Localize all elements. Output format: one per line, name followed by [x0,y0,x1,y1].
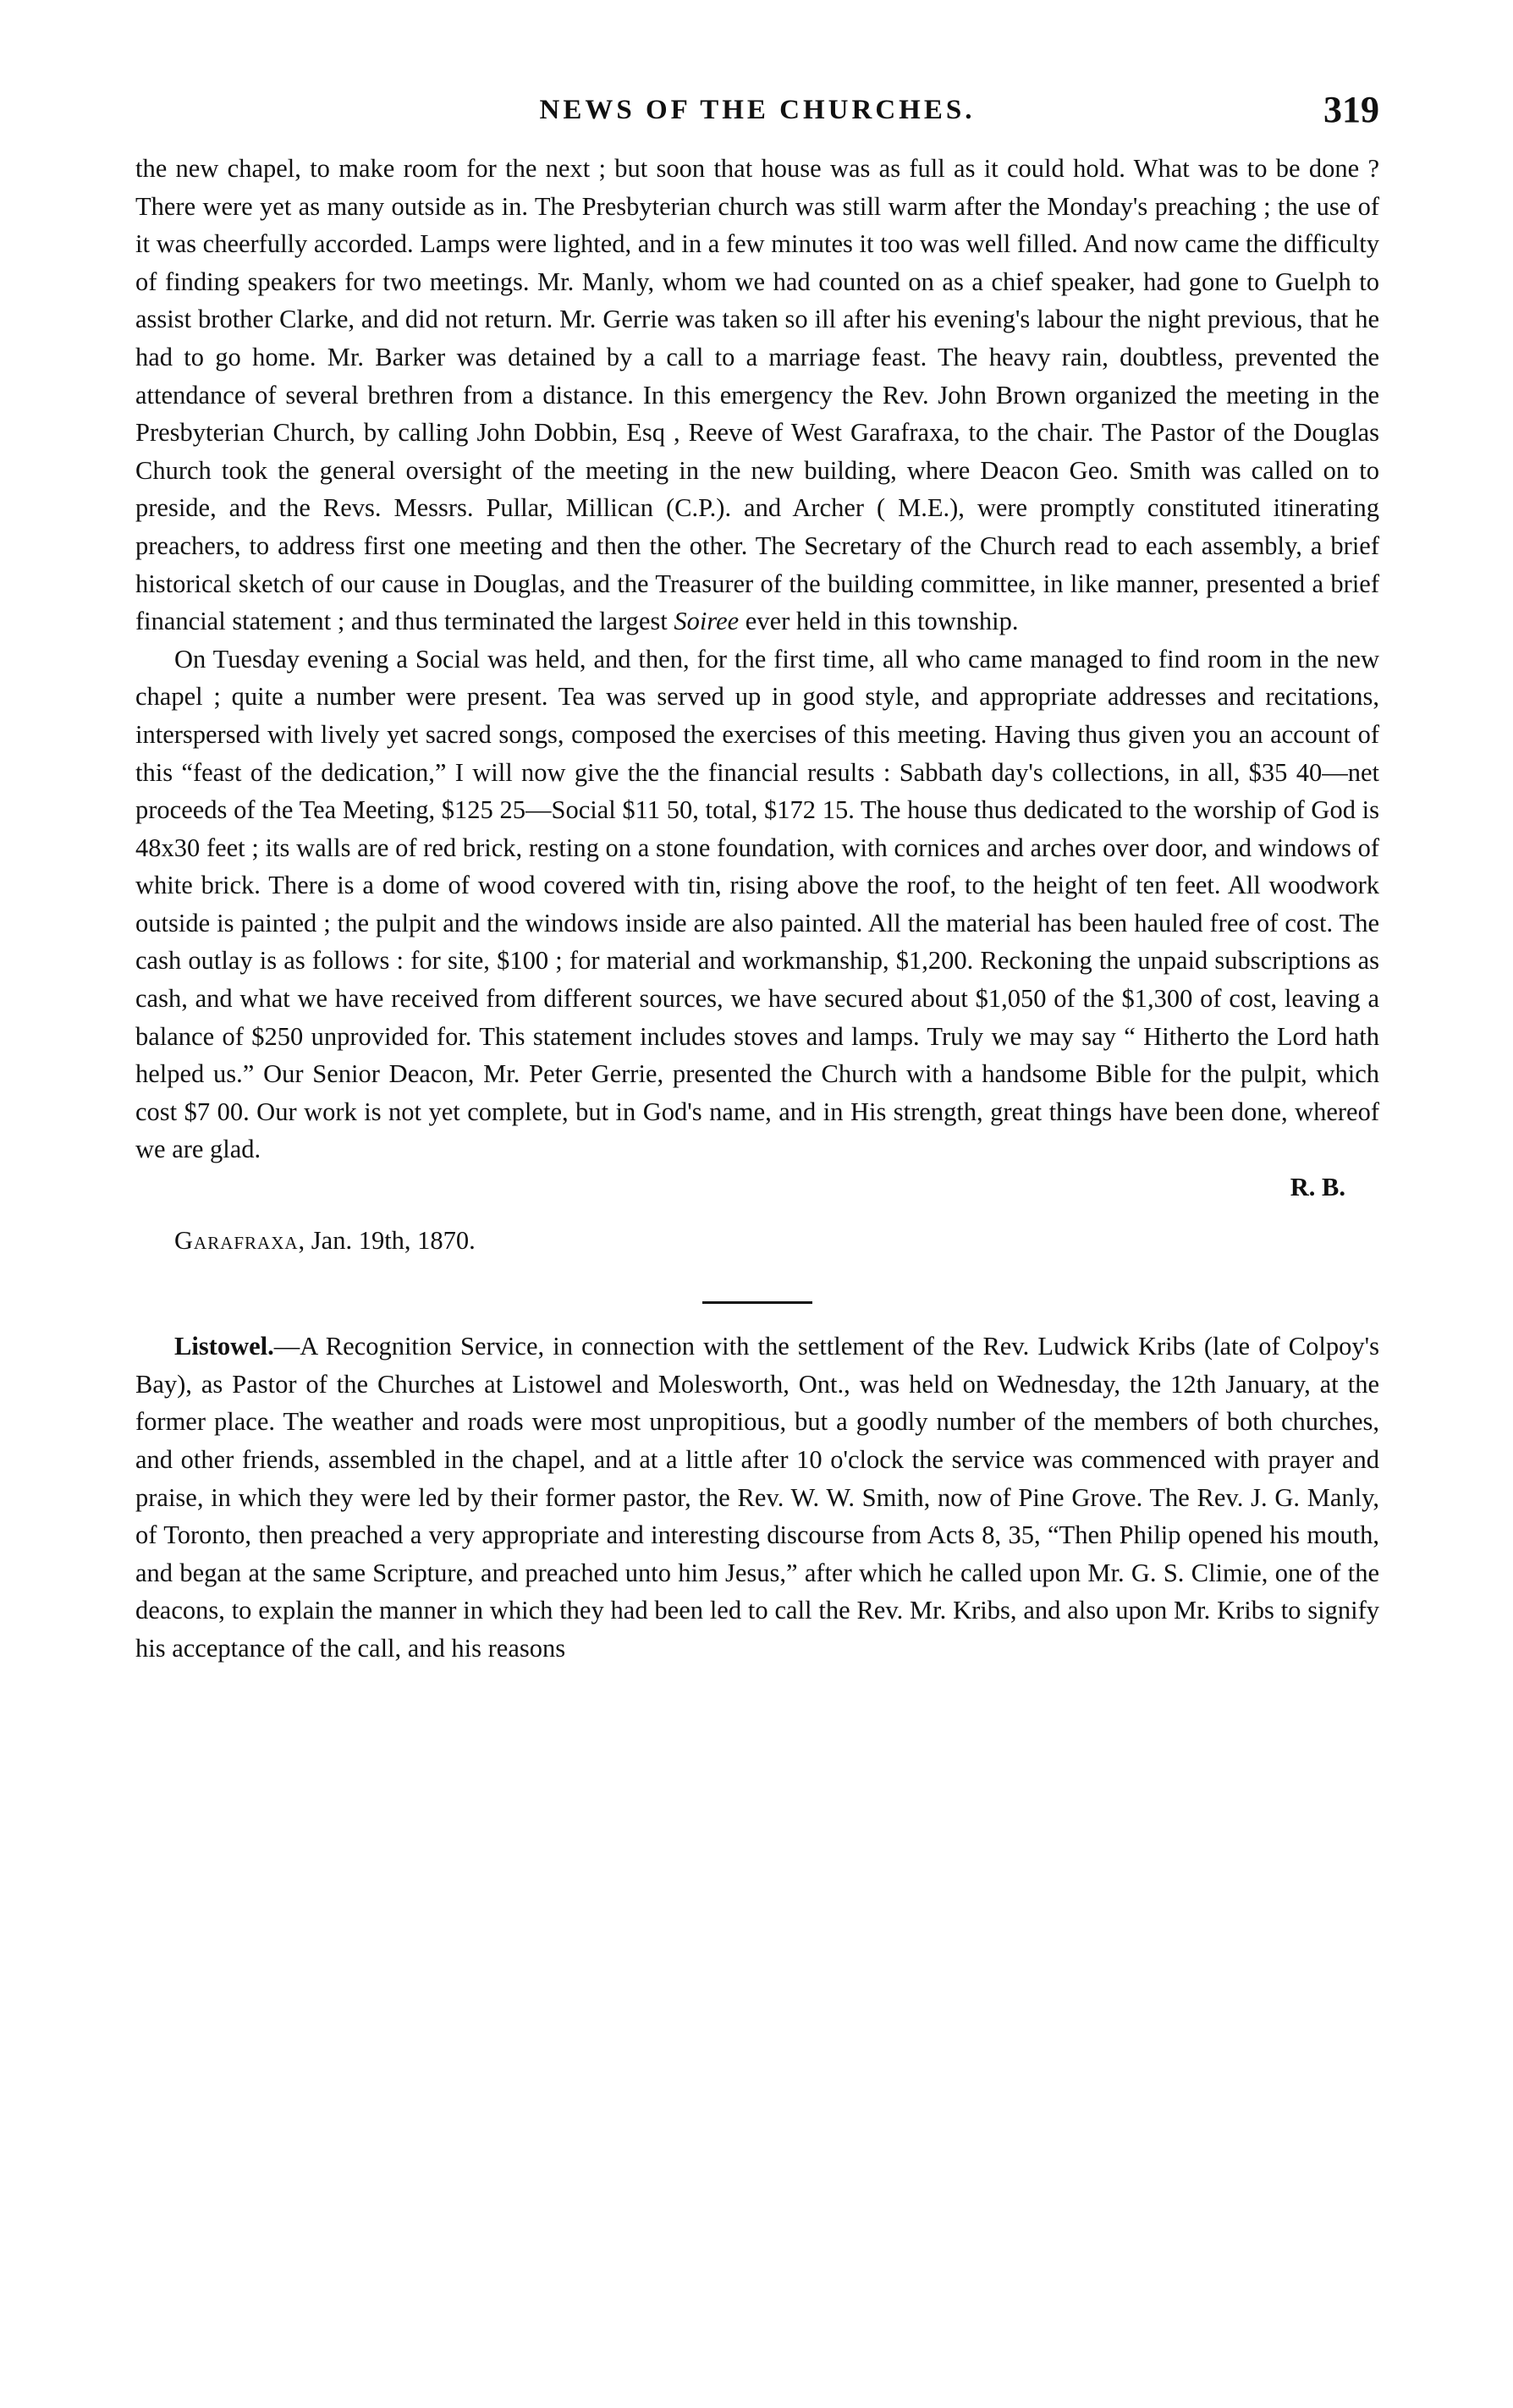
italic-word: Soiree [674,607,740,636]
section-divider [702,1301,812,1304]
run-in-heading: Listowel. [174,1332,274,1361]
article-paragraph [135,1328,1379,1667]
paragraph-text: —A Recognition Service, in connection with the settlement of the Rev. Ludwick Kribs (late of Colpoy's Bay), as Pastor of the Churches at Listowel and Molesworth, Ont., was held on Wednesday, the 12th January, at the former place. The weather and roads were most unpropitious, but a goodly number of the members of both churches, and other friends, assembled in the chapel, and at a little after 10 o'clock the service was commenced with prayer and praise, in which they were led by their former pastor, the Rev. W. W. Smith, now of Pine Grove. The Rev. J. G. Manly, of Toronto, then preached a very appropriate and interesting discourse from Acts 8, 35, “Then Philip opened his mouth, and began at the same Scripture, and preached unto him Jesus,” after which he called upon Mr. G. S. Climie, one of the deacons, to explain the manner in which they had been led to call the Rev. Mr. Kribs, and also upon Mr. Kribs to signify his acceptance of the call, and his reasons [135,1332,1379,1663]
page-number: 319 [1323,89,1379,130]
running-header [135,80,1379,140]
article-douglas-dedication [135,150,1379,1259]
article-paragraph: On Tuesday evening a Social was held, and then, for the first time, all who came managed to find room in the new chapel ; quite a number were present. Tea was served up in good style, and appropriate addresses and recitations, interspersed with lively yet sacred songs, composed the exercises of this meeting. Having thus given you an account of this “feast of the dedication,” I will now give the the financial results : Sabbath day's collections, in all, $35 40—net proceeds of the Tea Meeting, $125 25—Social $11 50, total, $172 15. The house thus dedicated to the worship of God is 48x30 feet ; its walls are of red brick, resting on a stone foundation, with cornices and arches over door, and windows of white brick. There is a dome of wood covered with tin, rising above the roof, to the height of ten feet. All woodwork outside is painted ; the pulpit and the windows inside are also painted. All the material has been hauled free of cost. The cash outlay is as follows : for site, $100 ; for material and workmanship, $1,200. Reckoning the unpaid subscriptions as cash, and what we have received from different sources, we have secured about $1,050 of the $1,300 of cost, leaving a balance of $250 unprovided for. This statement includes stoves and lamps. Truly we may say “ Hitherto the Lord hath helped us.” Our Senior Deacon, Mr. Peter Gerrie, presented the Church with a handsome Bible for the pulpit, which cost $7 00. Our work is not yet complete, but in God's name, and in His strength, great things have been done, whereof we are glad. [135,644,1379,1164]
running-title: NEWS OF THE CHURCHES. [539,95,976,125]
book-page [135,80,1379,2365]
paragraph-text: the new chapel, to make room for the next ; but soon that house was as full as it could hold. What was to be done ? There were yet as many outside as in. The Presbyterian church was still warm after the Monday's preaching ; the use of it was cheerfully accorded. Lamps were lighted, and in a few minutes it too was well filled. And now came the difficulty of finding speakers for two meetings. Mr. Manly, whom we had counted on as a chief speaker, had gone to Guelph to assist brother Clarke, and did not return. Mr. Gerrie was taken so ill after his evening's labour the night previous, that he had to go home. Mr. Barker was detained by a call to a marriage feast. The heavy rain, doubtless, prevented the attendance of several brethren from a distance. In this emergency the Rev. John Brown organized the meeting in the Presbyterian Church, by calling John Dobbin, Esq , Reeve of West Garafraxa, to the chair. The Pastor of the Douglas Church took the general oversight of the meeting in the new building, where Deacon Geo. Smith was called on to preside, and the Revs. Messrs. Pullar, Millican (C.P.). and Archer ( M.E.), were promptly constituted itinerating preachers, to address first one meeting and then the other. The Secretary of the Church read to each assembly, a brief historical sketch of our cause in Douglas, and the Treasurer of the building committee, in like manner, presented a brief financial statement ; and thus terminated the largest [135,154,1379,636]
paragraph-text-end: ever held in this township. [745,607,1019,636]
article-paragraph [135,150,1379,640]
author-signature: R. B. [1290,1173,1345,1202]
dateline-place: Garafraxa [174,1225,299,1255]
article-listowel [135,1328,1379,1667]
dateline [135,1222,1379,1260]
dateline-date: , Jan. 19th, 1870. [298,1225,476,1255]
